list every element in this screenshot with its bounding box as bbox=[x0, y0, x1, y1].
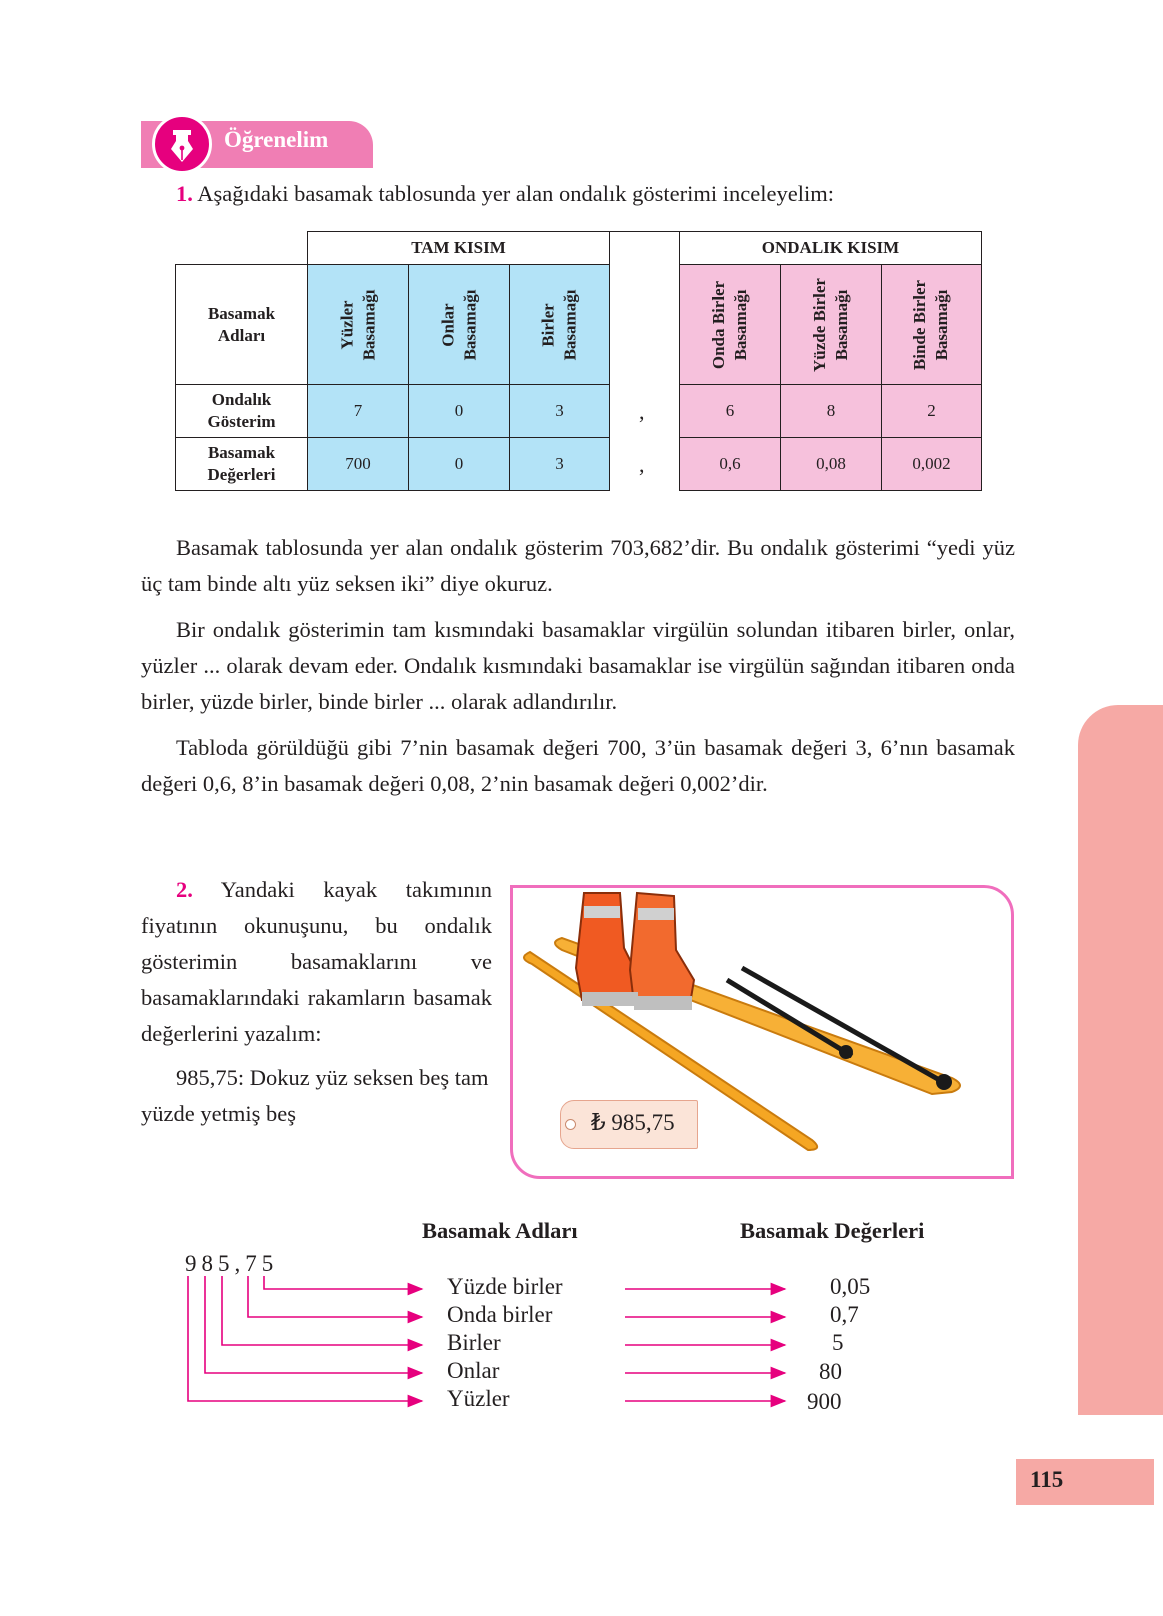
section2-number: 2. bbox=[176, 877, 193, 902]
tam-kisim-header: TAM KISIM bbox=[307, 231, 610, 265]
arrow-yuzde-birler bbox=[264, 1276, 422, 1289]
place-name: Yüzler bbox=[447, 1386, 510, 1411]
pen-nib-icon bbox=[152, 114, 212, 174]
place-value: 900 bbox=[807, 1389, 842, 1414]
place-name: Birler bbox=[447, 1330, 501, 1355]
section1-number: 1. bbox=[176, 181, 193, 206]
row-label-digits: Ondalık Gösterim bbox=[175, 384, 308, 438]
digit-cell: 7 bbox=[307, 384, 409, 438]
ondalik-kisim-header: ONDALIK KISIM bbox=[679, 231, 982, 265]
arrow-birler bbox=[222, 1276, 422, 1345]
col-header-yuzler: Yüzler Basamağı bbox=[307, 264, 409, 385]
arrow-yuzler bbox=[188, 1276, 422, 1401]
value-cell: 0,002 bbox=[881, 437, 982, 491]
value-cell: 700 bbox=[307, 437, 409, 491]
place-value: 80 bbox=[819, 1359, 842, 1384]
section1-intro-text: Aşağıdaki basamak tablosunda yer alan ondalık gösterimi inceleyelim: bbox=[197, 181, 834, 206]
side-tab bbox=[1078, 705, 1163, 1415]
arrow-onda-birler bbox=[248, 1276, 422, 1317]
section-title: Öğrenelim bbox=[224, 127, 329, 152]
diagram-number: 985,75 bbox=[185, 1251, 279, 1276]
comma-column bbox=[609, 231, 680, 491]
digit-cell: 3 bbox=[509, 384, 610, 438]
value-cell: 3 bbox=[509, 437, 610, 491]
place-name: Yüzde birler bbox=[447, 1274, 563, 1299]
value-cell: 0,08 bbox=[780, 437, 882, 491]
comma-digits: , bbox=[639, 399, 645, 424]
digit-cell: 6 bbox=[679, 384, 781, 438]
paragraph-3: Tabloda görüldüğü gibi 7’nin basamak değeri 700, 3’ün basamak değeri 3, 6’nın basamak değeri 0,6, 8’in basamak değeri 0,08, 2’nin basamak değeri 0,002’dir. bbox=[141, 735, 1015, 796]
col-header-birler: Birler Basamağı bbox=[509, 264, 610, 385]
digit-cell: 8 bbox=[780, 384, 882, 438]
place-name: Onlar bbox=[447, 1358, 500, 1383]
section2-reading: 985,75: Dokuz yüz seksen beş tam yüzde yetmiş beş bbox=[141, 1065, 489, 1126]
row-label-names: Basamak Adları bbox=[175, 264, 308, 385]
place-value: 0,05 bbox=[830, 1274, 871, 1299]
paragraph-1: Basamak tablosunda yer alan ondalık gösterim 703,682’dir. Bu ondalık gösterimi “yedi yüz üç tam binde altı yüz seksen iki” diye okuruz. bbox=[141, 535, 1015, 596]
comma-values: , bbox=[639, 452, 645, 477]
diagram-values-title: Basamak Değerleri bbox=[740, 1218, 925, 1243]
col-header-binde-birler: Binde Birler Basamağı bbox=[881, 264, 982, 385]
diagram-names-title: Basamak Adları bbox=[422, 1218, 578, 1243]
value-cell: 0 bbox=[408, 437, 510, 491]
section1-intro bbox=[176, 176, 996, 212]
place-value: 5 bbox=[832, 1330, 844, 1355]
digit-cell: 0 bbox=[408, 384, 510, 438]
section2-text bbox=[141, 872, 492, 1052]
section2-body: Yandaki kayak takımının fiyatının okunuşunu, bu ondalık gösterimin basamaklarını ve basamaklarındaki rakamların basamak değerlerini yazalım: bbox=[141, 877, 492, 1046]
paragraph-2: Bir ondalık gösterimin tam kısmındaki basamaklar virgülün solundan itibaren birler, onlar, yüzler ... olarak devam eder. Ondalık kısmındaki basamaklar ise virgülün sağından itibaren onda birler, yüzde birler, binde birler ... olarak adlandırılır. bbox=[141, 617, 1015, 714]
row-label-values: Basamak Değerleri bbox=[175, 437, 308, 491]
page-number: 115 bbox=[1030, 1467, 1064, 1492]
place-value: 0,7 bbox=[830, 1302, 859, 1327]
price-value: ₺ 985,75 bbox=[591, 1110, 675, 1135]
value-cell: 0,6 bbox=[679, 437, 781, 491]
place-name: Onda birler bbox=[447, 1302, 553, 1327]
digit-cell: 2 bbox=[881, 384, 982, 438]
price-tag-hole-icon bbox=[565, 1119, 576, 1130]
col-header-onda-birler: Onda Birler Basamağı bbox=[679, 264, 781, 385]
arrow-onlar bbox=[205, 1276, 422, 1373]
col-header-onlar: Onlar Basamağı bbox=[408, 264, 510, 385]
col-header-yuzde-birler: Yüzde Birler Basamağı bbox=[780, 264, 882, 385]
